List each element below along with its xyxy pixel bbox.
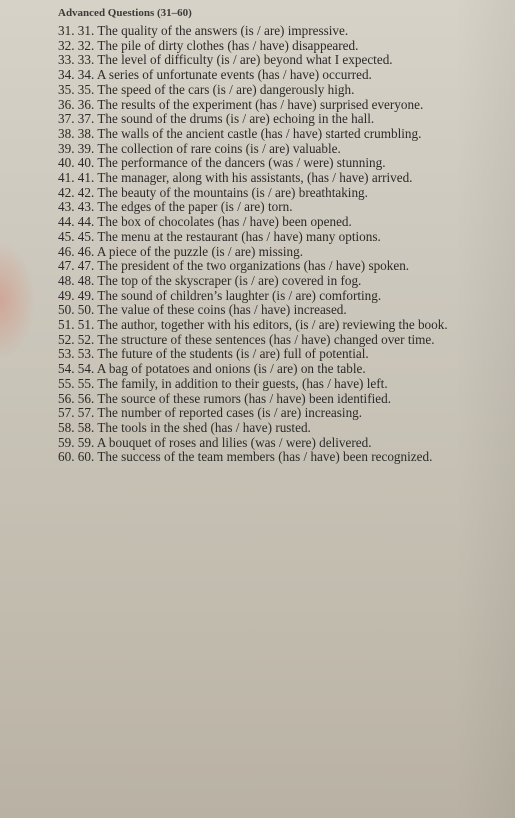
question-subnumber: 31.: [77, 23, 95, 38]
question-subnumber: 32.: [77, 37, 95, 53]
question-text: The performance of the dancers (was / were) stunning.: [97, 155, 386, 171]
question-text: The manager, along with his assistants, (has / have) arrived.: [97, 170, 413, 186]
question-number: 32.: [58, 37, 75, 53]
question-item: [58, 68, 475, 83]
question-text: The level of difficulty (is / are) beyond what I expected.: [97, 52, 393, 68]
question-number: 55.: [58, 375, 75, 391]
question-text: The pile of dirty clothes (has / have) disappeared.: [97, 37, 359, 53]
question-text: The number of reported cases (is / are) increasing.: [97, 405, 363, 421]
question-item: [58, 303, 475, 318]
question-item: [58, 289, 475, 304]
question-number: 31.: [58, 23, 75, 38]
question-subnumber: 57.: [77, 405, 95, 421]
question-item: [58, 259, 475, 274]
question-text: The beauty of the mountains (is / are) breathtaking.: [97, 184, 368, 200]
question-item: [58, 186, 475, 201]
question-number: 47.: [58, 258, 75, 274]
question-number: 43.: [58, 199, 75, 215]
question-number: 42.: [58, 184, 75, 200]
question-subnumber: 37.: [77, 111, 95, 127]
question-number: 53.: [58, 346, 75, 362]
question-text: The speed of the cars (is / are) dangerously high.: [97, 81, 355, 97]
question-item: [58, 24, 475, 39]
question-subnumber: 54.: [77, 361, 95, 377]
question-number: 38.: [58, 125, 75, 141]
question-subnumber: 40.: [77, 155, 95, 171]
question-number: 50.: [58, 302, 75, 318]
question-text: The menu at the restaurant (has / have) many options.: [97, 228, 381, 244]
question-subnumber: 48.: [77, 272, 95, 288]
question-item: [58, 362, 475, 377]
question-subnumber: 52.: [77, 331, 95, 347]
question-number: 41.: [58, 170, 75, 186]
question-subnumber: 36.: [77, 96, 95, 112]
question-number: 59.: [58, 434, 75, 450]
question-subnumber: 35.: [77, 81, 95, 97]
question-item: [58, 83, 475, 98]
question-text: The quality of the answers (is / are) impressive.: [97, 23, 349, 38]
question-subnumber: 53.: [77, 346, 95, 362]
question-number: 39.: [58, 140, 75, 156]
question-subnumber: 60.: [77, 449, 95, 465]
question-item: [58, 318, 475, 333]
question-text: The walls of the ancient castle (has / have) started crumbling.: [97, 125, 422, 141]
question-text: The family, in addition to their guests, (has / have) left.: [97, 375, 388, 391]
question-subnumber: 34.: [77, 67, 95, 83]
question-text: The results of the experiment (has / have) surprised everyone.: [97, 96, 424, 112]
question-item: [58, 156, 475, 171]
question-item: [58, 436, 475, 451]
question-item: [58, 333, 475, 348]
question-number: 56.: [58, 390, 75, 406]
question-text: The president of the two organizations (has / have) spoken.: [97, 258, 410, 274]
question-subnumber: 42.: [77, 184, 95, 200]
question-subnumber: 43.: [77, 199, 95, 215]
question-subnumber: 59.: [77, 434, 95, 450]
question-number: 54.: [58, 361, 75, 377]
question-text: The box of chocolates (has / have) been opened.: [97, 214, 352, 230]
question-number: 60.: [58, 449, 75, 465]
question-text: The tools in the shed (has / have) rusted.: [97, 419, 311, 435]
question-text: A piece of the puzzle (is / are) missing.: [96, 243, 304, 259]
question-number: 33.: [58, 52, 75, 68]
question-subnumber: 47.: [77, 258, 95, 274]
question-subnumber: 46.: [77, 243, 95, 259]
question-item: [58, 421, 475, 436]
question-text: A bouquet of roses and lilies (was / were) delivered.: [96, 434, 372, 450]
section-heading: Advanced Questions (31–60): [58, 7, 192, 19]
question-number: 44.: [58, 214, 75, 230]
question-list: [58, 24, 475, 465]
question-item: [58, 230, 475, 245]
question-number: 45.: [58, 228, 75, 244]
question-item: [58, 39, 475, 54]
question-text: The sound of children’s laughter (is / are) comforting.: [97, 287, 382, 303]
question-number: 35.: [58, 81, 75, 97]
question-number: 51.: [58, 317, 75, 333]
question-number: 49.: [58, 287, 75, 303]
question-text: The edges of the paper (is / are) torn.: [97, 199, 293, 215]
question-item: [58, 245, 475, 260]
question-item: [58, 53, 475, 68]
question-item: [58, 215, 475, 230]
question-number: 52.: [58, 331, 75, 347]
question-subnumber: 56.: [77, 390, 95, 406]
question-subnumber: 58.: [77, 419, 95, 435]
question-item: [58, 127, 475, 142]
question-number: 37.: [58, 111, 75, 127]
question-subnumber: 33.: [77, 52, 95, 68]
question-item: [58, 406, 475, 421]
question-number: 36.: [58, 96, 75, 112]
question-item: [58, 377, 475, 392]
question-subnumber: 39.: [77, 140, 95, 156]
question-subnumber: 51.: [77, 317, 95, 333]
question-text: The success of the team members (has / have) been recognized.: [97, 449, 433, 465]
question-subnumber: 55.: [77, 375, 95, 391]
question-item: [58, 112, 475, 127]
question-subnumber: 49.: [77, 287, 95, 303]
question-text: The source of these rumors (has / have) been identified.: [97, 390, 392, 406]
question-number: 48.: [58, 272, 75, 288]
question-subnumber: 45.: [77, 228, 95, 244]
question-text: The future of the students (is / are) full of potential.: [97, 346, 369, 362]
question-text: A bag of potatoes and onions (is / are) on the table.: [96, 361, 366, 377]
question-text: The author, together with his editors, (is / are) reviewing the book.: [97, 317, 448, 333]
question-number: 46.: [58, 243, 75, 259]
question-item: [58, 171, 475, 186]
question-item: [58, 392, 475, 407]
question-text: The sound of the drums (is / are) echoing in the hall.: [97, 111, 375, 127]
question-item: [58, 450, 475, 465]
question-text: The structure of these sentences (has / have) changed over time.: [97, 331, 435, 347]
question-item: [58, 200, 475, 215]
question-number: 40.: [58, 155, 75, 171]
question-subnumber: 41.: [77, 170, 95, 186]
question-item: [58, 142, 475, 157]
question-number: 34.: [58, 67, 75, 83]
question-item: [58, 347, 475, 362]
question-item: [58, 274, 475, 289]
question-text: A series of unfortunate events (has / have) occurred.: [96, 67, 372, 83]
question-text: The value of these coins (has / have) increased.: [97, 302, 347, 318]
question-subnumber: 50.: [77, 302, 95, 318]
question-text: The top of the skyscraper (is / are) covered in fog.: [97, 272, 362, 288]
question-text: The collection of rare coins (is / are) valuable.: [97, 140, 341, 156]
question-subnumber: 38.: [77, 125, 95, 141]
question-number: 57.: [58, 405, 75, 421]
question-item: [58, 98, 475, 113]
question-subnumber: 44.: [77, 214, 95, 230]
question-number: 58.: [58, 419, 75, 435]
